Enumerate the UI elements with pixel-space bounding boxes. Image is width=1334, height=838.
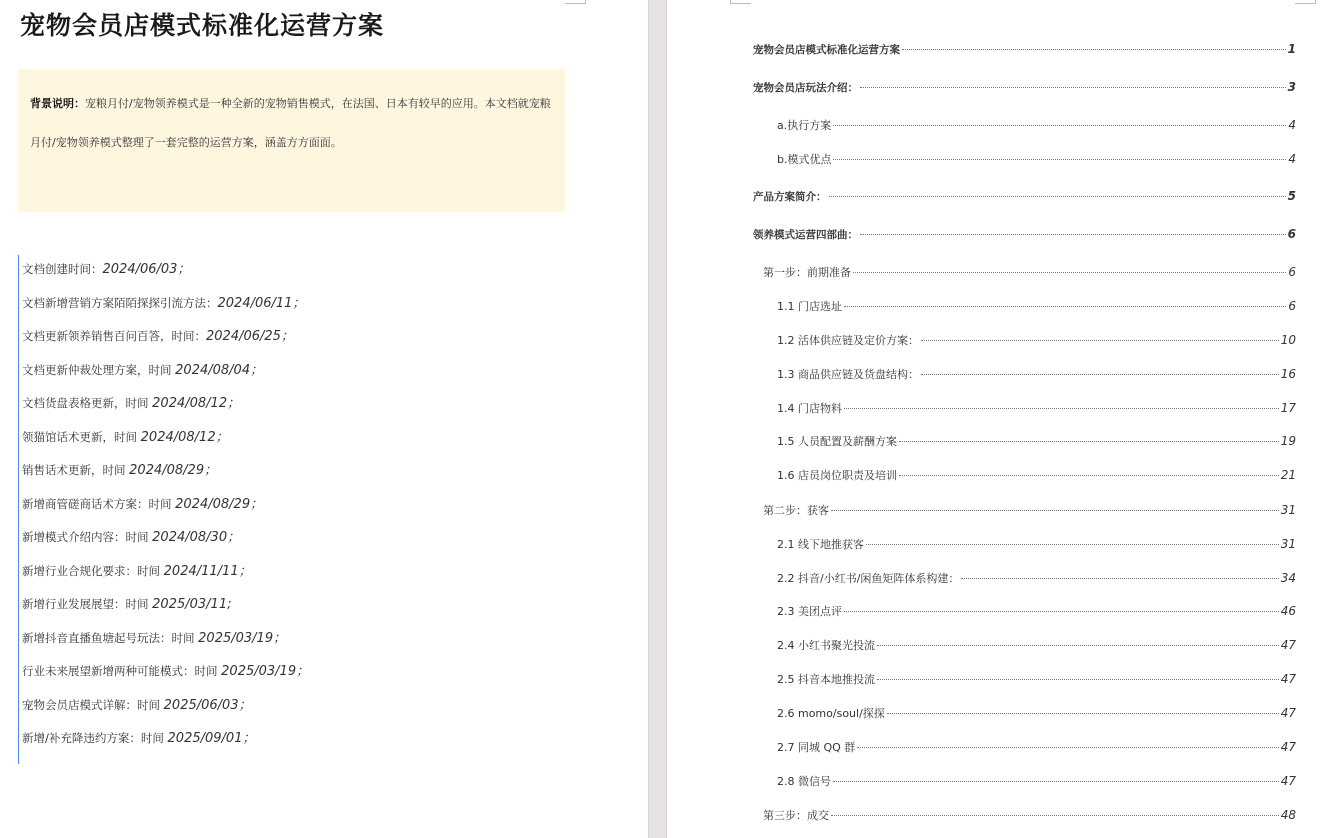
changelog-item: [22, 289, 309, 323]
toc-leader-dots: [844, 408, 1279, 409]
toc-leader-dots: [921, 340, 1279, 341]
changelog-text: 新增行业合规化要求：时间: [22, 563, 164, 578]
toc-entry-label: 1.6 店员岗位职责及培训: [777, 469, 897, 482]
changelog-text: 文档更新仲裁处理方案，时间: [22, 362, 176, 377]
toc-entry-label: 第二步：获客: [763, 504, 829, 517]
changelog-text: 文档货盘表格更新，时间: [22, 396, 153, 410]
toc-entry-label: 领养模式运营四部曲：: [753, 229, 858, 241]
background-text: 宠粮月付/宠物领养模式是一种全新的宠物销售模式，在法国、日本有较早的应用。本文档就宠粮月付/宠物领养模式整理了一套完整的运营方案，涵盖方方面面。: [30, 97, 551, 149]
toc-leader-dots: [877, 679, 1279, 680]
toc-leader-dots: [853, 272, 1286, 273]
toc-entry[interactable]: [777, 536, 1296, 556]
toc-page-number: 31: [1280, 537, 1296, 551]
toc-entry[interactable]: [777, 705, 1296, 725]
changelog-item: [22, 356, 309, 390]
toc-entry-label: 2.7 同城 QQ 群: [777, 741, 856, 754]
changelog-text: 文档创建时间：: [22, 262, 103, 276]
background-note: [30, 84, 555, 162]
changelog-list: [18, 255, 309, 764]
toc-entry-label: 1.1 门店选址: [777, 300, 842, 313]
toc-entry-label: 1.3 商品供应链及货盘结构：: [777, 368, 919, 381]
changelog-item: [22, 557, 309, 591]
toc-leader-dots: [831, 510, 1279, 511]
toc-entry-label: 2.8 微信号: [777, 775, 831, 788]
toc-leader-dots: [857, 747, 1278, 748]
toc-leader-dots: [831, 815, 1279, 816]
changelog-item: [22, 456, 309, 490]
toc-entry-label: 2.5 抖音本地推投流: [777, 673, 875, 686]
changelog-item: [22, 523, 309, 557]
toc-entry-label: a.执行方案: [777, 119, 832, 132]
toc-entry[interactable]: [763, 502, 1296, 522]
toc-entry[interactable]: [777, 570, 1296, 590]
changelog-date: 2025/03/19；: [198, 630, 287, 646]
toc-entry[interactable]: [777, 366, 1296, 386]
toc-leader-dots: [877, 645, 1279, 646]
toc-entry[interactable]: [777, 467, 1296, 487]
changelog-item: [22, 590, 309, 624]
left-page: [0, 0, 648, 838]
changelog-text: 文档更新领养销售百问百答，时间：: [22, 329, 206, 343]
toc-entry[interactable]: [777, 332, 1296, 352]
toc-entry[interactable]: [763, 264, 1296, 284]
toc-entry-label: 2.1 线下地推获客: [777, 538, 864, 551]
changelog-date: 2024/08/29；: [175, 496, 264, 512]
toc-page-number: 4: [1288, 152, 1296, 166]
toc-leader-dots: [887, 713, 1279, 714]
changelog-item: [22, 624, 309, 658]
toc-page-number: 47: [1280, 774, 1296, 788]
toc-page-number: 16: [1280, 367, 1296, 381]
toc-page-number: 19: [1280, 434, 1296, 448]
toc-entry-label: 产品方案简介：: [753, 191, 827, 203]
changelog-text: 新增/补充降违约方案：时间: [22, 731, 168, 745]
changelog-item: [22, 423, 309, 457]
changelog-date: 2024/08/12；: [140, 429, 229, 445]
background-note-box: [18, 69, 565, 212]
toc-entry-label: b.模式优点: [777, 153, 832, 166]
changelog-date: 2024/06/25；: [206, 329, 294, 344]
toc-entry-label: 2.3 美团点评: [777, 605, 842, 618]
toc-page-number: 46: [1280, 604, 1296, 618]
changelog-text: 文档新增营销方案陌陌探探引流方法：: [22, 295, 218, 310]
toc-page-number: 21: [1280, 468, 1296, 482]
toc-entry[interactable]: [753, 227, 1296, 247]
toc-page-number: 47: [1280, 672, 1296, 686]
toc-page-number: 10: [1280, 333, 1296, 347]
right-page: [667, 0, 1334, 838]
changelog-item: [22, 657, 309, 691]
changelog-date: 2024/08/29；: [129, 463, 218, 478]
changelog-date: 2024/08/12；: [152, 396, 241, 411]
page-corner-mark: [730, 0, 751, 4]
toc-page-number: 6: [1287, 227, 1296, 241]
toc-leader-dots: [860, 234, 1286, 235]
toc-entry[interactable]: [777, 773, 1296, 793]
toc-page-number: 34: [1280, 571, 1296, 585]
toc-page-number: 3: [1287, 80, 1296, 94]
changelog-date: 2024/06/11；: [217, 295, 306, 311]
changelog-date: 2025/09/01；: [167, 731, 256, 746]
toc-entry[interactable]: [753, 80, 1296, 100]
toc-entry-label: 2.6 momo/soul/探探: [777, 707, 885, 720]
toc-page-number: 48: [1280, 808, 1296, 822]
toc-page-number: 5: [1287, 189, 1296, 203]
toc-leader-dots: [844, 611, 1279, 612]
changelog-text: 领猫馆话术更新，时间: [22, 429, 141, 444]
toc-entry[interactable]: [777, 433, 1296, 453]
changelog-date: 2024/11/11；: [163, 563, 252, 579]
toc-entry[interactable]: [753, 42, 1296, 62]
page-corner-mark: [1295, 0, 1316, 4]
toc-entry-label: 宠物会员店玩法介绍：: [753, 82, 858, 94]
changelog-text: 新增商管磋商话术方案：时间: [22, 496, 176, 511]
toc-leader-dots: [961, 578, 1278, 579]
changelog-date: 2024/08/30；: [152, 530, 241, 545]
changelog-item: [22, 490, 309, 524]
toc-page-number: 47: [1280, 740, 1296, 754]
changelog-item: [22, 691, 309, 725]
page-corner-mark: [565, 0, 586, 4]
toc-entry[interactable]: [777, 400, 1296, 420]
changelog-text: 行业未来展望新增两种可能模式：时间: [22, 664, 222, 678]
toc-entry[interactable]: [777, 671, 1296, 691]
toc-leader-dots: [829, 196, 1286, 197]
toc-entry-label: 2.4 小红书聚光投流: [777, 639, 875, 652]
changelog-date: 2024/08/04；: [175, 362, 264, 378]
toc-entry-label: 1.2 活体供应链及定价方案：: [777, 334, 919, 347]
toc-leader-dots: [902, 49, 1286, 50]
changelog-item: [22, 724, 309, 758]
changelog-date: 2024/06/03；: [102, 262, 191, 277]
toc-page-number: 47: [1280, 706, 1296, 720]
toc-leader-dots: [866, 544, 1279, 545]
toc-entry[interactable]: [753, 189, 1296, 209]
changelog-text: 销售话术更新，时间: [22, 463, 130, 477]
toc-entry-label: 1.5 人员配置及薪酬方案: [777, 435, 897, 448]
background-label: 背景说明：: [30, 97, 85, 110]
toc-leader-dots: [860, 87, 1286, 88]
changelog-text: 新增行业发展展望：时间: [22, 597, 153, 611]
toc-leader-dots: [844, 306, 1286, 307]
toc-entry[interactable]: [763, 807, 1296, 827]
toc-page-number: 31: [1280, 503, 1296, 517]
toc-entry-label: 第三步：成交: [763, 809, 829, 822]
toc-leader-dots: [833, 125, 1286, 126]
toc-entry-label: 1.4 门店物料: [777, 402, 842, 415]
toc-entry[interactable]: [777, 637, 1296, 657]
changelog-text: 新增抖音直播鱼塘起号玩法：时间: [22, 630, 199, 645]
toc-page-number: 6: [1288, 265, 1296, 279]
toc-leader-dots: [899, 441, 1279, 442]
changelog-date: 2025/03/11;: [152, 597, 232, 612]
toc-entry[interactable]: [777, 298, 1296, 318]
toc-entry[interactable]: [777, 739, 1296, 759]
toc-leader-dots: [833, 781, 1279, 782]
changelog-date: 2025/06/03；: [163, 697, 252, 713]
toc-page-number: 47: [1280, 638, 1296, 652]
toc-entry[interactable]: [777, 603, 1296, 623]
toc-leader-dots: [921, 374, 1279, 375]
toc-entry-label: 宠物会员店模式标准化运营方案: [753, 44, 900, 56]
toc-entry-label: 2.2 抖音/小红书/闲鱼矩阵体系构建：: [777, 572, 960, 585]
toc-leader-dots: [833, 159, 1286, 160]
changelog-item: [22, 322, 309, 356]
toc-entry[interactable]: [777, 117, 1296, 137]
toc-page-number: 17: [1280, 401, 1296, 415]
changelog-text: 宠物会员店模式详解：时间: [22, 697, 164, 712]
toc-leader-dots: [899, 475, 1279, 476]
document-title: 宠物会员店模式标准化运营方案: [20, 11, 385, 40]
changelog-item: [22, 255, 309, 289]
page-gap: [648, 0, 667, 838]
toc-entry[interactable]: [777, 151, 1296, 171]
toc-page-number: 1: [1287, 42, 1296, 56]
toc-entry-label: 第一步：前期准备: [763, 266, 851, 279]
toc-page-number: 4: [1288, 118, 1296, 132]
changelog-date: 2025/03/19；: [221, 664, 310, 679]
changelog-item: [22, 389, 309, 423]
changelog-text: 新增模式介绍内容：时间: [22, 530, 153, 544]
toc-page-number: 6: [1288, 299, 1296, 313]
